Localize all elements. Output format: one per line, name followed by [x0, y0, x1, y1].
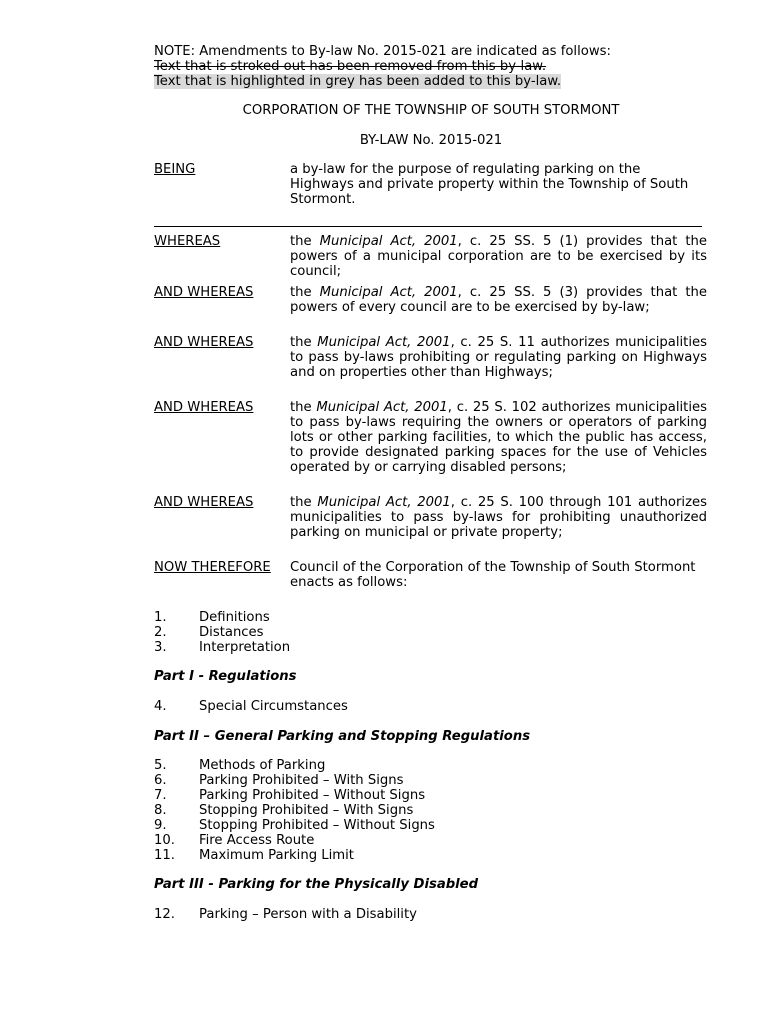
toc-item: Parking Prohibited – With Signs [199, 773, 404, 788]
toc-number: 6. [154, 773, 167, 788]
being-label: BEING [154, 162, 196, 177]
strikeout-note-line: Text that is stroked out has been removed from this by-law. [154, 59, 547, 74]
corporation-title: CORPORATION OF THE TOWNSHIP OF SOUTH STORMONT [242, 103, 620, 118]
toc-number: 3. [154, 640, 167, 655]
toc-item: Stopping Prohibited – With Signs [199, 803, 414, 818]
toc-item: Interpretation [199, 640, 291, 655]
recital-text: the Municipal Act, 2001, c. 25 SS. 5 (1) provides that the powers of a municipal corporation are to be exercised by its council; [290, 234, 707, 279]
toc-item: Maximum Parking Limit [199, 848, 354, 863]
toc-number: 12. [154, 907, 175, 922]
toc-item: Distances [199, 625, 264, 640]
toc-item: Fire Access Route [199, 833, 315, 848]
recital-text: the Municipal Act, 2001, c. 25 SS. 5 (3) provides that the powers of every council are to be exercised by by-law; [290, 285, 707, 315]
recital-label: AND WHEREAS [154, 335, 254, 350]
toc-item: Definitions [199, 610, 270, 625]
toc-item: Parking Prohibited – Without Signs [199, 788, 426, 803]
recital-text: the Municipal Act, 2001, c. 25 S. 100 through 101 authorizes municipalities to pass by-laws for prohibiting unauthorized parking on municipal or private property; [290, 495, 707, 540]
toc-item: Stopping Prohibited – Without Signs [199, 818, 435, 833]
toc-number: 1. [154, 610, 167, 625]
recital-label: WHEREAS [154, 234, 221, 249]
now-therefore-text: Council of the Corporation of the Township of South Stormont enacts as follows: [290, 560, 696, 590]
recital-label: AND WHEREAS [154, 400, 254, 415]
part-heading: Part II – General Parking and Stopping Regulations [154, 729, 531, 744]
toc-item: Special Circumstances [199, 699, 348, 714]
recital-label: AND WHEREAS [154, 285, 254, 300]
now-therefore-label: NOW THEREFORE [154, 560, 271, 575]
toc-number: 7. [154, 788, 167, 803]
highlight-note-line: Text that is highlighted in grey has been added to this by-law. [154, 74, 562, 89]
part-heading: Part I - Regulations [154, 669, 297, 684]
toc-item: Methods of Parking [199, 758, 326, 773]
recital-label: AND WHEREAS [154, 495, 254, 510]
being-text: a by-law for the purpose of regulating parking on the Highways and private property within the Township of South Stormont. [290, 162, 689, 207]
bylaw-number: BY-LAW No. 2015-021 [359, 133, 503, 148]
toc-number: 2. [154, 625, 167, 640]
recital-text: the Municipal Act, 2001, c. 25 S. 102 authorizes municipalities to pass by-laws requiring the owners or operators of parking lots or other parking facilities, to which the public has access, to provide designated parking spaces for the use of Vehicles operated by or carrying disabled persons; [290, 400, 707, 475]
toc-number: 10. [154, 833, 175, 848]
toc-number: 11. [154, 848, 175, 863]
part-heading: Part III - Parking for the Physically Disabled [154, 877, 479, 892]
toc-number: 4. [154, 699, 167, 714]
toc-item: Parking – Person with a Disability [199, 907, 417, 922]
recital-text: the Municipal Act, 2001, c. 25 S. 11 authorizes municipalities to pass by-laws prohibiting or regulating parking on Highways and on properties other than Highways; [290, 335, 707, 380]
separator-rule [154, 226, 702, 227]
toc-number: 5. [154, 758, 167, 773]
amendment-note-line: NOTE: Amendments to By-law No. 2015-021 are indicated as follows: [154, 44, 611, 59]
toc-number: 8. [154, 803, 167, 818]
toc-number: 9. [154, 818, 167, 833]
